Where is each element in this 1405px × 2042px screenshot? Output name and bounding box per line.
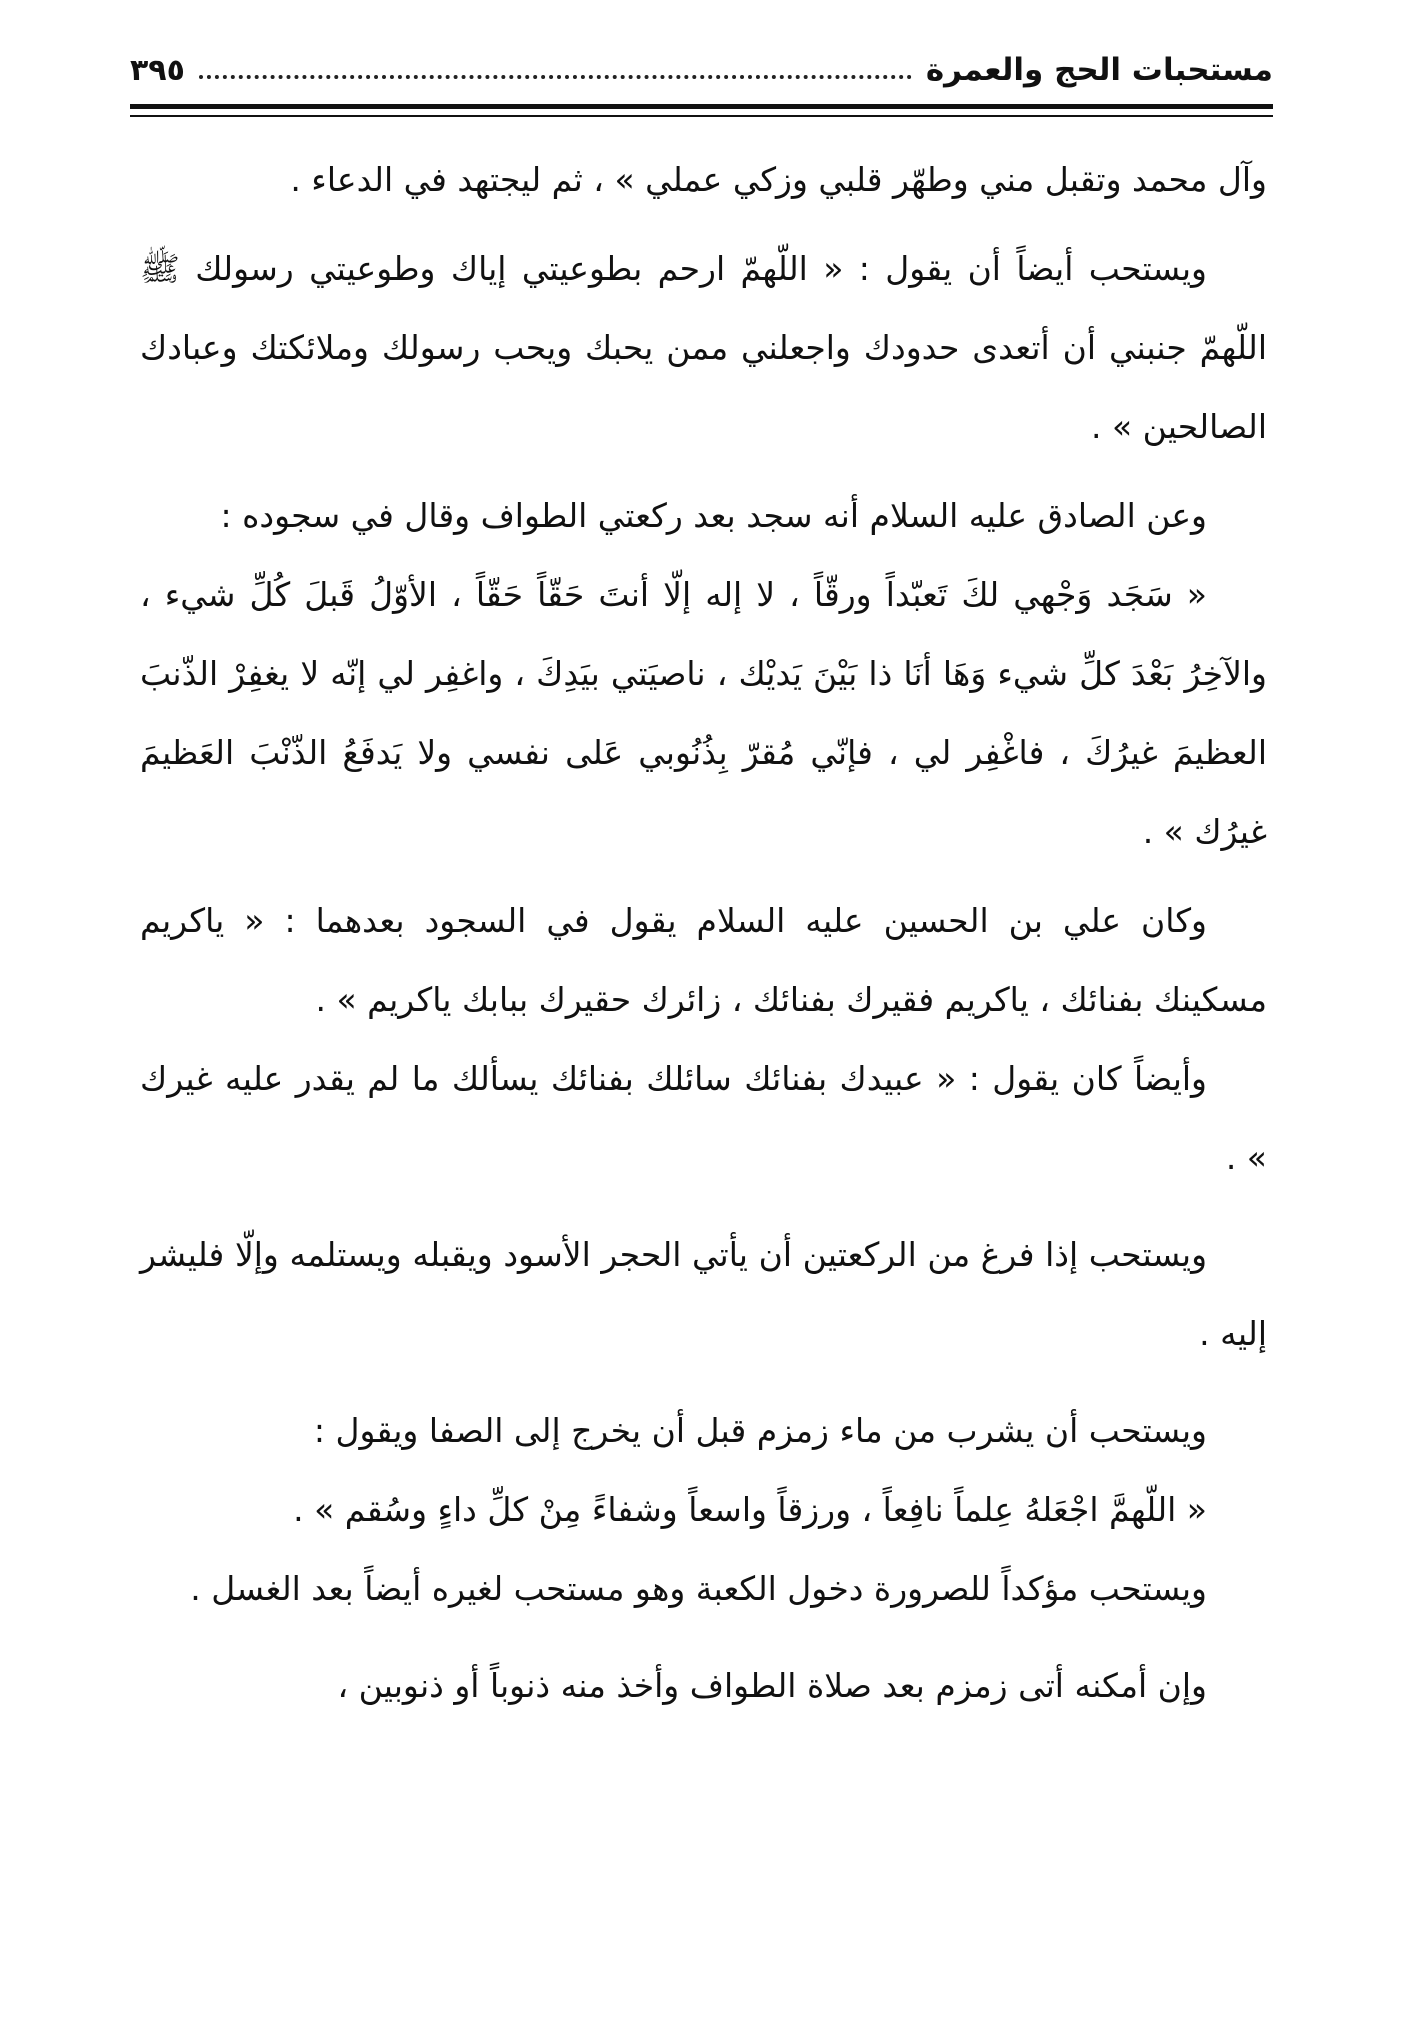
paragraph-also-saying: وأيضاً كان يقول : « عبيدك بفنائك سائلك بفنائك يسألك ما لم يقدر عليه غيرك » . xyxy=(140,1059,1267,1177)
leader-dots xyxy=(199,74,912,79)
paragraph-prostration-supplication: « سَجَد وَجْهي لكَ تَعبّداً ورقّاً ، لا إله إلّا أنتَ حَقّاً حَقّاً ، الأوّلُ قَبلَ كُلِّ شيء ، والآخِرُ بَعْدَ كلِّ شيء وَهَا أنَا ذا بَيْنَ يَديْك ، ناصيَتي بيَدِكَ ، واغفِر لي إنّه لا يغفِرْ الذّنبَ العظيمَ غيرُكَ ، فاغْفِر لي ، فإنّي مُقرّ بِذُنُوبي عَلى نفسي ولا يَدفَعُ الذّنْبَ العَظيمَ غيرُك » . xyxy=(140,575,1267,851)
paragraph-black-stone: ويستحب إذا فرغ من الركعتين أن يأتي الحجر الأسود ويقبله ويستلمه وإلّا فليشر إليه . xyxy=(140,1235,1267,1353)
header-rule-thick xyxy=(130,104,1273,109)
paragraph-zamzam-supplication: « اللّهمَّ اجْعَلهُ عِلماً نافِعاً ، ورزقاً واسعاً وشفاءً مِنْ كلِّ داءٍ وسُقم » . xyxy=(293,1490,1207,1529)
paragraph-al-sadiq-prostration: وعن الصادق عليه السلام أنه سجد بعد ركعتي الطواف وقال في سجوده : xyxy=(220,496,1207,535)
chapter-title: مستحبات الحج والعمرة xyxy=(925,52,1273,88)
page-body xyxy=(140,140,1267,1725)
paragraph-zamzam-buckets: وإن أمكنه أتى زمزم بعد صلاة الطواف وأخذ منه ذنوباً أو ذنوبين ، xyxy=(337,1666,1207,1705)
paragraph-continuation: وآل محمد وتقبل مني وطهّر قلبي وزكي عملي » ، ثم ليجتهد في الدعاء . xyxy=(290,160,1267,199)
paragraph-kaaba-entry: ويستحب مؤكداً للصرورة دخول الكعبة وهو مستحب لغيره أيضاً بعد الغسل . xyxy=(190,1569,1207,1608)
page-number: ٣٩٥ xyxy=(130,53,185,88)
header-rule-thin xyxy=(130,115,1273,117)
paragraph-supplication-obedience: ويستحب أيضاً أن يقول : « اللّهمّ ارحم بطوعيتي إياك وطوعيتي رسولك ﷺ اللّهمّ جنبني أن أتعدى حدودك واجعلني ممن يحبك ويحب رسولك وملائكتك وعبادك الصالحين » . xyxy=(140,249,1267,446)
paragraph-zamzam: ويستحب أن يشرب من ماء زمزم قبل أن يخرج إلى الصفا ويقول : xyxy=(313,1411,1207,1450)
paragraph-ali-bin-husain: وكان علي بن الحسين عليه السلام يقول في السجود بعدهما : « ياكريم مسكينك بفنائك ، ياكريم فقيرك بفنائك ، زائرك حقيرك ببابك ياكريم » . xyxy=(140,901,1267,1019)
running-header xyxy=(130,38,1273,88)
